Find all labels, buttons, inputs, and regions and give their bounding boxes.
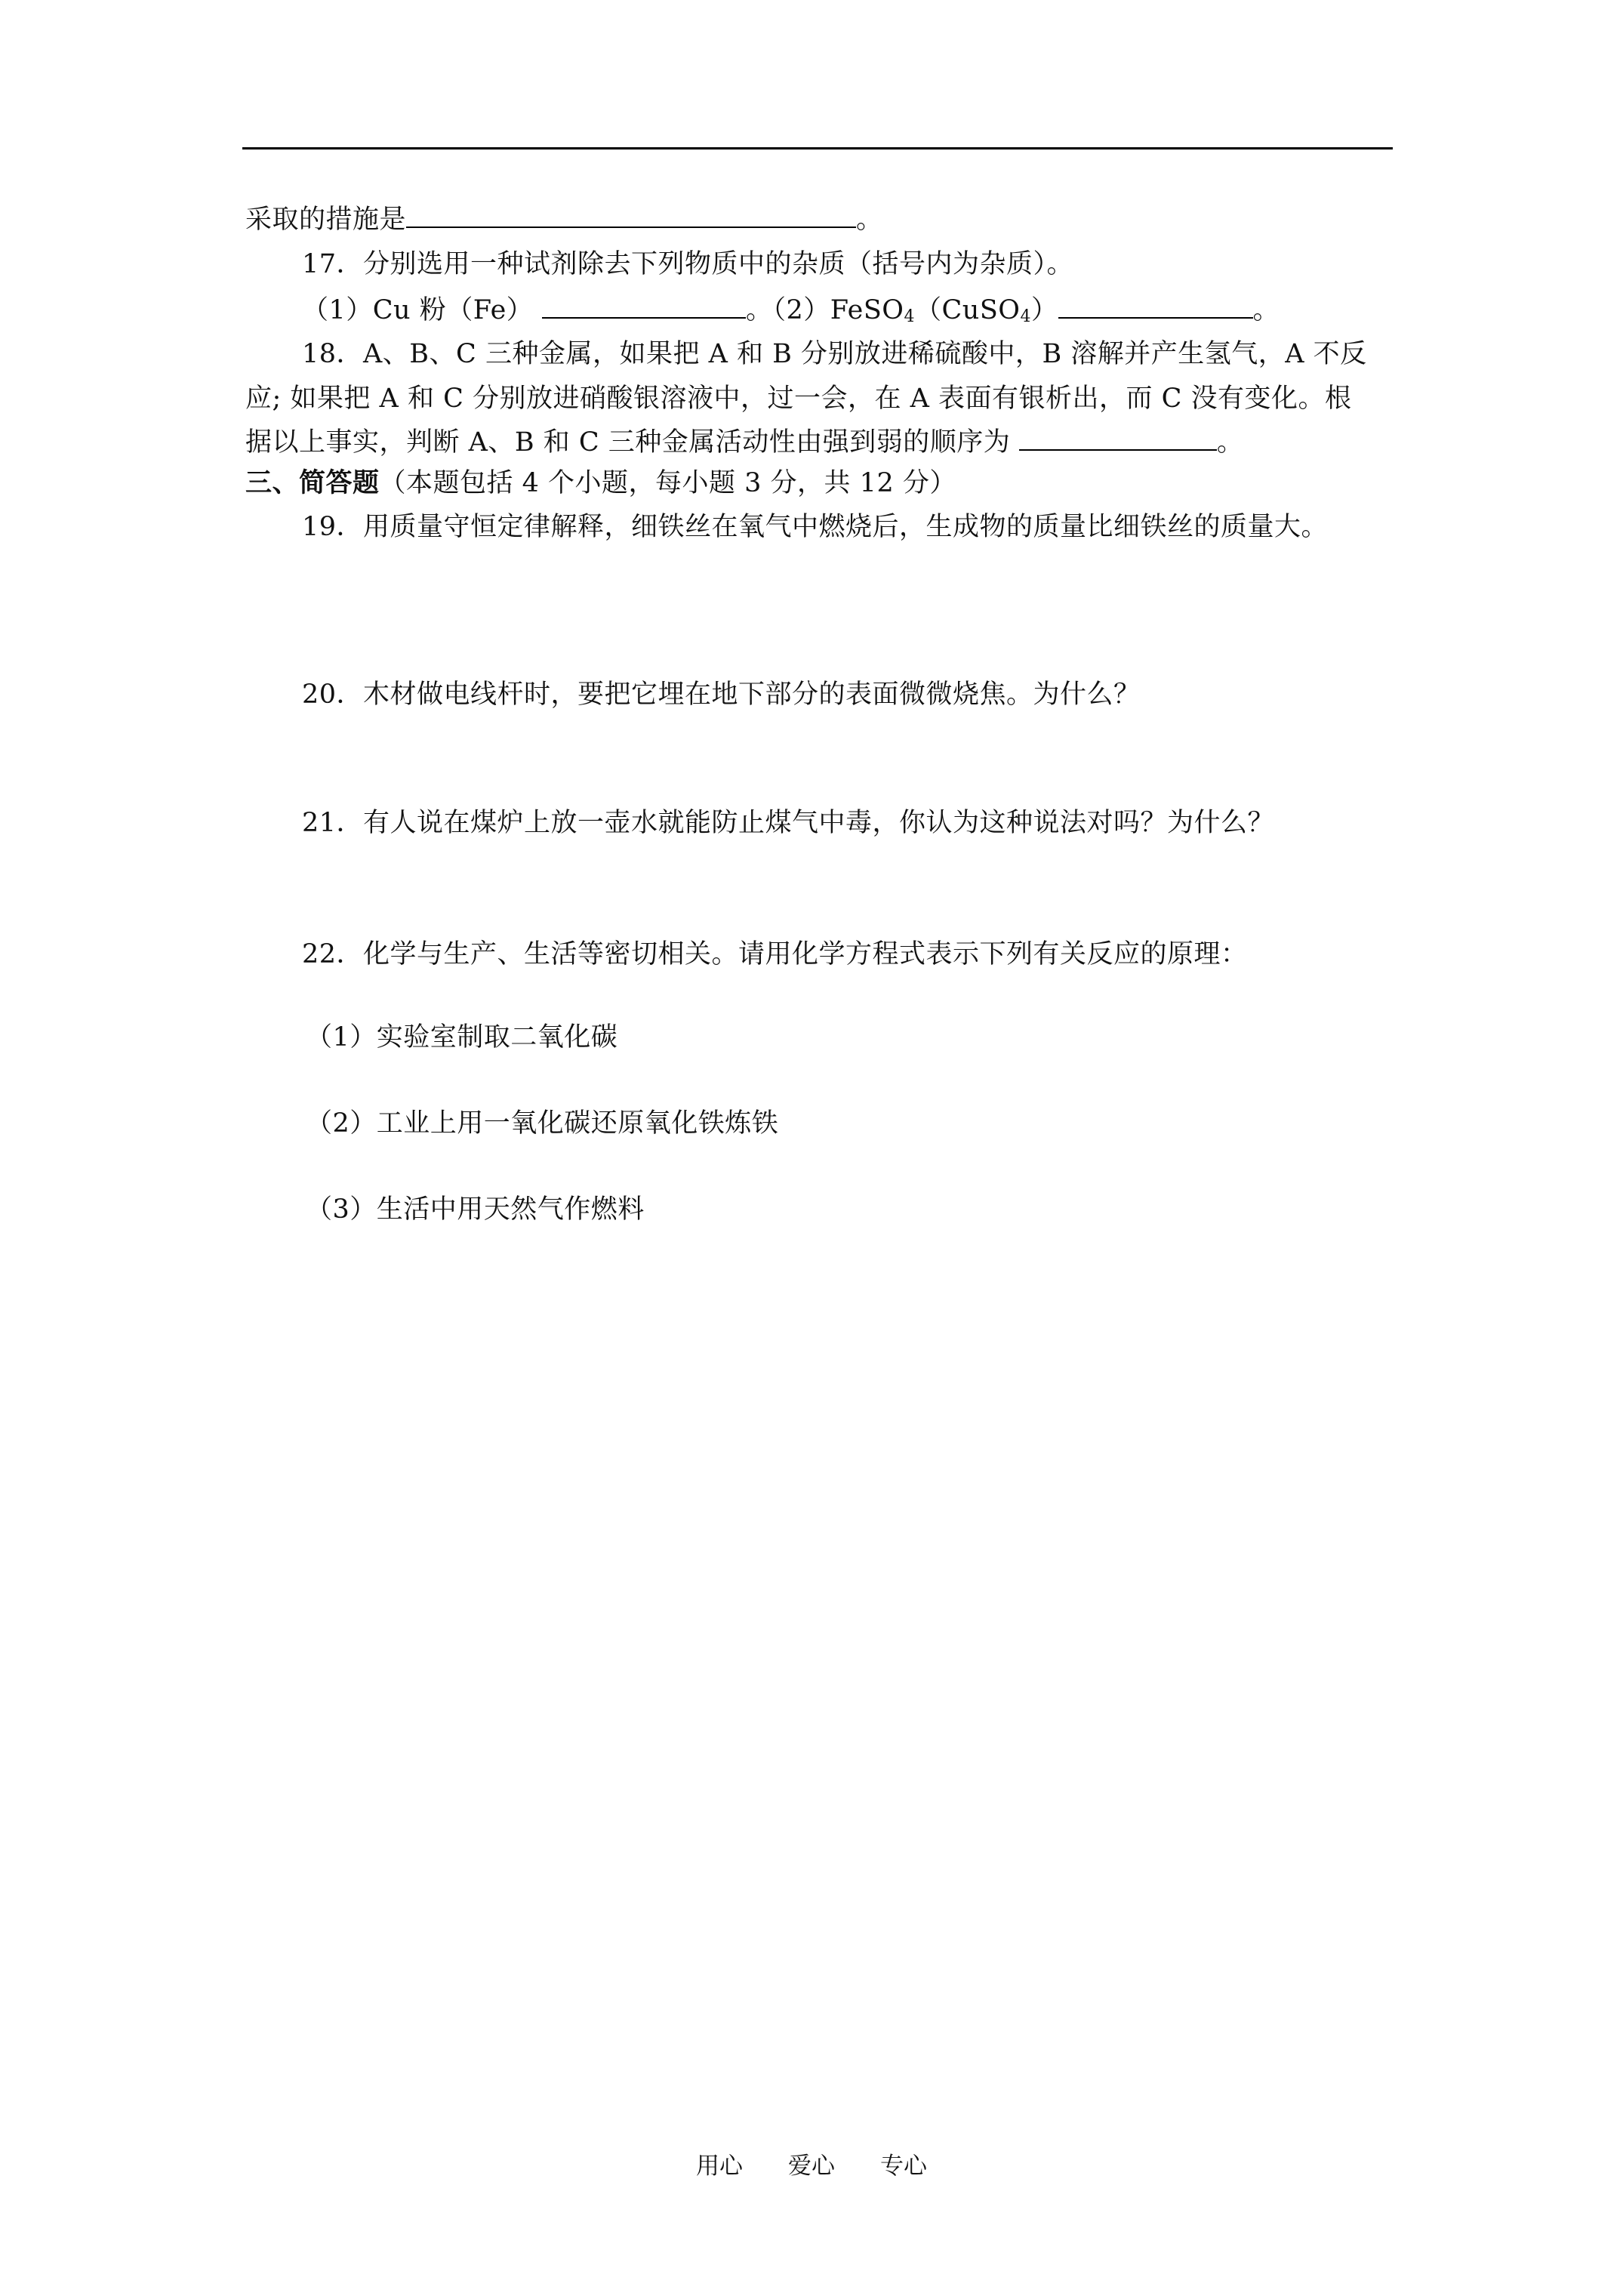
q17-part1-label: （1）Cu 粉（Fe） bbox=[302, 295, 534, 325]
question-19: 19．用质量守恒定律解释，细铁丝在氧气中燃烧后，生成物的质量比细铁丝的质量大。 bbox=[302, 512, 1329, 542]
question-22-item: （2）工业上用一氧化碳还原氧化铁炼铁 bbox=[306, 1108, 779, 1139]
section-note: （本题包括 4 个小题，每小题 3 分，共 12 分） bbox=[379, 468, 956, 498]
answer-blank-measure[interactable] bbox=[406, 202, 856, 228]
question-18-line3: 据以上事实，判断 A、B 和 C 三种金属活动性由强到弱的顺序为 。 bbox=[245, 425, 1243, 459]
q17-part2-label: （2）FeSO bbox=[772, 295, 904, 325]
question-18-line2: 应; 如果把 A 和 C 分别放进硝酸银溶液中，过一会，在 A 表面有银析出，而 C 没有变化。根 bbox=[245, 384, 1352, 414]
question-21: 21．有人说在煤炉上放一壶水就能防止煤气中毒，你认为这种说法对吗？为什么？ bbox=[302, 808, 1275, 838]
header-rule bbox=[242, 147, 1393, 149]
section-3-heading bbox=[245, 467, 956, 500]
question-18-line1: 18．A、B、C 三种金属，如果把 A 和 B 分别放进稀硫酸中，B 溶解并产生氢气，A 不反 bbox=[302, 339, 1367, 369]
question-22-item: （3）生活中用天然气作燃料 bbox=[306, 1194, 645, 1225]
measure-prompt: 采取的措施是 bbox=[245, 205, 407, 235]
question-17-parts: （1）Cu 粉（Fe） 。（2）FeSO$_4$（CuSO$_4$） 。 bbox=[302, 293, 1280, 327]
answer-blank-q18[interactable] bbox=[1019, 425, 1217, 451]
question-17-stem: 17．分别选用一种试剂除去下列物质中的杂质（括号内为杂质）。 bbox=[302, 249, 1074, 279]
question-20: 20．木材做电线杆时，要把它埋在地下部分的表面微微烧焦。为什么？ bbox=[302, 680, 1141, 710]
question-22-item: （1）实验室制取二氧化碳 bbox=[306, 1022, 618, 1052]
previous-question-tail: 采取的措施是 。 bbox=[245, 202, 883, 236]
question-22-stem: 22．化学与生产、生活等密切相关。请用化学方程式表示下列有关反应的原理： bbox=[302, 939, 1248, 969]
section-title: 三、简答题 bbox=[245, 467, 380, 498]
page-footer: 用心 爱心 专心 bbox=[696, 2153, 927, 2180]
answer-blank-q17-2[interactable] bbox=[1058, 293, 1253, 319]
answer-blank-q17-1[interactable] bbox=[542, 293, 746, 319]
